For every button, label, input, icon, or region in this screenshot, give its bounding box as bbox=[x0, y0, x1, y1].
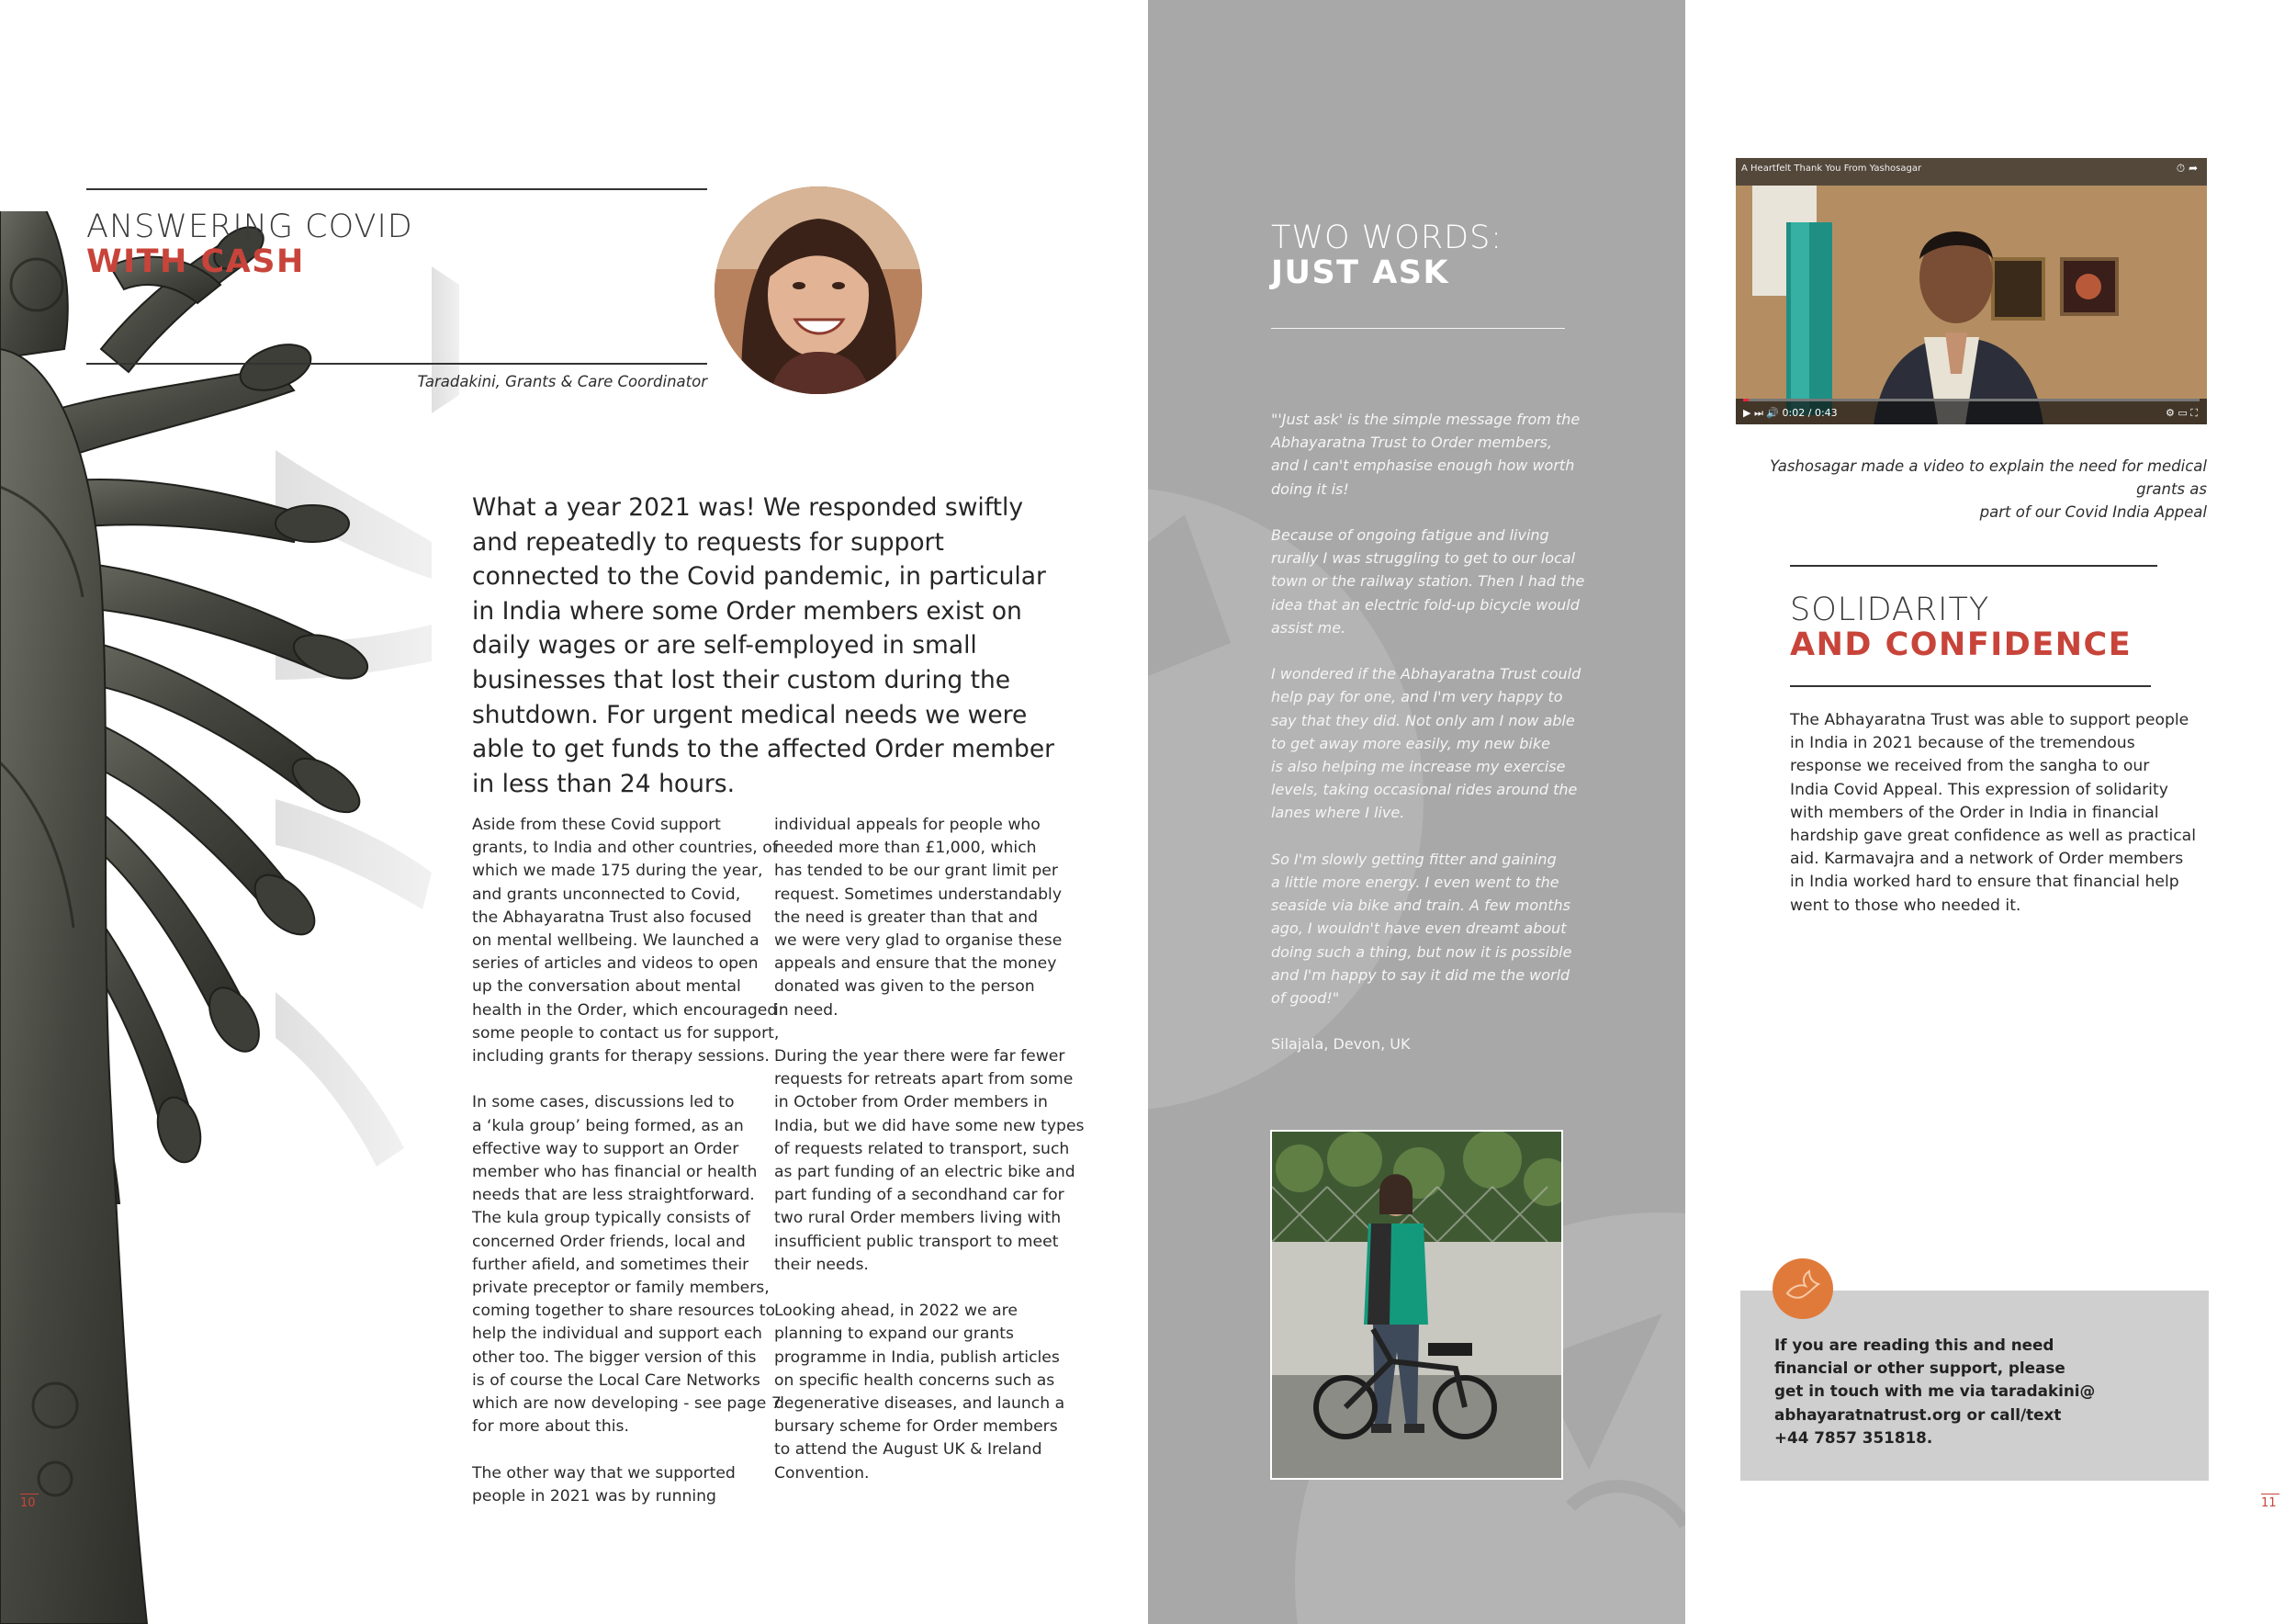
text-line: So I'm slowly getting fitter and gaining bbox=[1271, 850, 1557, 868]
col1-paragraph bbox=[472, 814, 780, 1068]
col1-paragraph bbox=[472, 1091, 782, 1438]
text-line: Convention. bbox=[774, 1463, 870, 1483]
text-line: the need is greater than that and bbox=[774, 908, 1039, 927]
text-line: "'Just ask' is the simple message from the bbox=[1271, 411, 1581, 428]
text-line: is of course the Local Care Networks bbox=[472, 1370, 760, 1390]
text-line: private preceptor or family members, bbox=[472, 1279, 770, 1298]
text-line: their needs. bbox=[774, 1255, 869, 1274]
title-rule-bottom bbox=[86, 363, 707, 365]
text-line: insufficient public transport to meet bbox=[774, 1232, 1059, 1251]
player-settings-icon[interactable]: ⚙ ▭ ⛶ bbox=[2166, 407, 2198, 419]
quote-paragraph bbox=[1271, 848, 1574, 1009]
text-line: needs that are less straightforward. bbox=[472, 1186, 755, 1205]
lead-paragraph: What a year 2021 was! We responded swiftly and repeatedly to requests for support connected to the Covid pandemic, in particular in India where some Order members exist on daily wages or are self-employed in small businesses that lost their custom during the shutdown. For urgent medical needs we were able to get funds to the affected Order member in less than 24 hours. bbox=[472, 493, 1055, 798]
text-line: of good!" bbox=[1271, 989, 1340, 1008]
text-line: Because of ongoing fatigue and living bbox=[1271, 526, 1549, 544]
text-line: levels, taking occasional rides around the bbox=[1271, 781, 1578, 799]
text-line: degenerative diseases, and launch a bbox=[774, 1394, 1065, 1414]
lotus-icon bbox=[1773, 1258, 1833, 1319]
text-line: which are now developing - see page 7 bbox=[472, 1394, 782, 1414]
text-line: In some cases, discussions led to bbox=[472, 1093, 735, 1112]
text-line: for more about this. bbox=[472, 1417, 629, 1437]
solidarity-rule-bottom bbox=[1790, 685, 2151, 687]
text-line: ago, I wouldn't have even dreamt about bbox=[1271, 919, 1567, 938]
quote-paragraph bbox=[1271, 408, 1581, 501]
col1-paragraph bbox=[472, 1462, 764, 1508]
video-caption bbox=[1717, 455, 2207, 524]
col2-paragraph bbox=[774, 1045, 1085, 1277]
text-line: response we received from the sangha to our bbox=[1790, 757, 2150, 776]
text-line: to get away more easily, my new bike bbox=[1271, 734, 1550, 752]
text-line: India Covid Appeal. This expression of solidarity bbox=[1790, 780, 2168, 799]
text-line: donated was given to the person bbox=[774, 977, 1035, 997]
text-line: get in touch with me via taradakini@ bbox=[1774, 1382, 2096, 1401]
text-line: in need. bbox=[774, 1000, 838, 1020]
video-title: A Heartfelt Thank You From Yashosagar bbox=[1741, 164, 1922, 174]
text-line: needed more than £1,000, which bbox=[774, 839, 1037, 858]
text-line: on specific health concerns such as bbox=[774, 1370, 1055, 1390]
page-number-right bbox=[2261, 1494, 2279, 1510]
quote-paragraph bbox=[1271, 662, 1581, 824]
text-line: doing it is! bbox=[1271, 479, 1349, 498]
text-line: went to those who needed it. bbox=[1790, 896, 2021, 915]
text-line: has tended to be our grant limit per bbox=[774, 862, 1058, 881]
text-line: up the conversation about mental bbox=[472, 977, 741, 997]
play-controls-icon[interactable]: ▶ ⏭ 🔊 0:02 / 0:43 bbox=[1743, 407, 1838, 419]
text-line: assist me. bbox=[1271, 618, 1346, 637]
text-line: Aside from these Covid support bbox=[472, 816, 721, 834]
text-line: appeals and ensure that the money bbox=[774, 954, 1057, 974]
text-line: say that they did. Not only am I now able bbox=[1271, 711, 1575, 729]
video-player[interactable] bbox=[1736, 158, 2207, 424]
text-line: The kula group typically consists of bbox=[472, 1209, 750, 1228]
text-line: planning to expand our grants bbox=[774, 1325, 1014, 1344]
text-line: request. Sometimes understandably bbox=[774, 885, 1063, 904]
contact-text bbox=[1774, 1334, 2142, 1449]
title-line-bold: JUST ASK bbox=[1271, 254, 1450, 291]
testimonial-title bbox=[1271, 220, 1503, 290]
solidarity-title bbox=[1790, 592, 2132, 662]
text-line: individual appeals for people who bbox=[774, 816, 1041, 834]
caption-line: part of our Covid India Appeal bbox=[1979, 503, 2207, 521]
text-line: on mental wellbeing. We launched a bbox=[472, 931, 760, 951]
text-line: bursary scheme for Order members bbox=[774, 1417, 1058, 1437]
byline: Taradakini, Grants & Care Coordinator bbox=[417, 373, 707, 390]
page-number-left bbox=[20, 1494, 39, 1510]
text-line: with members of the Order in India in financial bbox=[1790, 803, 2159, 822]
text-line: further afield, and sometimes their bbox=[472, 1255, 749, 1274]
text-line: in October from Order members in bbox=[774, 1093, 1048, 1112]
title-line-bold: AND CONFIDENCE bbox=[1790, 626, 2133, 663]
testimonial-rule bbox=[1271, 328, 1565, 329]
text-line: help pay for one, and I'm very happy to bbox=[1271, 688, 1563, 706]
col2-paragraph bbox=[774, 1300, 1066, 1485]
text-line: financial or other support, please bbox=[1774, 1359, 2065, 1378]
text-line: two rural Order members living with bbox=[774, 1209, 1062, 1228]
text-line: aid. Karmavajra and a network of Order members bbox=[1790, 850, 2184, 869]
text-line: idea that an electric fold-up bicycle would bbox=[1271, 595, 1580, 614]
solidarity-rule-top bbox=[1790, 565, 2157, 567]
text-line: of requests related to transport, such bbox=[774, 1139, 1070, 1158]
text-line: doing such a thing, but now it is possible bbox=[1271, 942, 1572, 961]
text-line: and I'm happy to say it did me the world bbox=[1271, 965, 1570, 984]
text-line: The other way that we supported bbox=[472, 1463, 736, 1483]
text-line: Abhayaratna Trust to Order members, bbox=[1271, 434, 1552, 452]
text-line: a ‘kula group’ being formed, as an bbox=[472, 1116, 744, 1135]
body-column-1 bbox=[472, 814, 782, 1531]
statue-illustration bbox=[0, 211, 478, 1624]
text-line: town or the railway station. Then I had the bbox=[1271, 572, 1585, 591]
text-line: including grants for therapy sessions. bbox=[472, 1047, 770, 1066]
title-line-bold: WITH CASH bbox=[86, 243, 305, 280]
title-rule-top bbox=[86, 188, 707, 190]
text-line: part funding of a secondhand car for bbox=[774, 1186, 1064, 1205]
page-number-text: 10 bbox=[20, 1496, 36, 1510]
col2-paragraph bbox=[774, 814, 1066, 1022]
text-line: coming together to share resources to bbox=[472, 1302, 776, 1321]
text-line: people in 2021 was by running bbox=[472, 1486, 716, 1506]
solidarity-body bbox=[1790, 709, 2196, 918]
text-line: a little more energy. I even went to the bbox=[1271, 874, 1559, 892]
text-line: India, but we did have some new types bbox=[774, 1116, 1085, 1135]
title-line-light: SOLIDARITY bbox=[1790, 592, 1990, 628]
text-line: The Abhayaratna Trust was able to support people bbox=[1790, 711, 2189, 729]
text-line: During the year there were far fewer bbox=[774, 1047, 1065, 1066]
article-title bbox=[86, 209, 413, 279]
text-line: +44 7857 351818. bbox=[1774, 1427, 1933, 1447]
caption-line: Yashosagar made a video to explain the need for medical grants as bbox=[1770, 457, 2207, 498]
text-line: grants, to India and other countries, of bbox=[472, 839, 778, 858]
body-column-2 bbox=[774, 814, 1085, 1508]
text-line: which we made 175 during the year, bbox=[472, 862, 763, 881]
text-line: I wondered if the Abhayaratna Trust could bbox=[1271, 665, 1581, 683]
text-line: lanes where I live. bbox=[1271, 804, 1405, 822]
text-line: requests for retreats apart from some bbox=[774, 1070, 1074, 1089]
testimonial-attribution: Silajala, Devon, UK bbox=[1271, 1035, 1411, 1054]
text-line: the Abhayaratna Trust also focused bbox=[472, 908, 752, 927]
text-line: in India in 2021 because of the tremendous bbox=[1790, 734, 2135, 753]
text-line: hardship gave great confidence as well as practical bbox=[1790, 827, 2196, 846]
title-line-light: ANSWERING COVID bbox=[86, 209, 413, 245]
video-time: 0:02 / 0:43 bbox=[1782, 407, 1838, 419]
text-line: other too. The bigger version of this bbox=[472, 1348, 757, 1367]
text-line: If you are reading this and need bbox=[1774, 1336, 2054, 1354]
text-line: member who has financial or health bbox=[472, 1163, 758, 1182]
bike-photo bbox=[1270, 1130, 1563, 1480]
text-line: we were very glad to organise these bbox=[774, 931, 1063, 951]
text-line: as part funding of an electric bike and bbox=[774, 1163, 1075, 1182]
text-line: to attend the August UK & Ireland bbox=[774, 1440, 1042, 1460]
text-line: effective way to support an Order bbox=[472, 1139, 739, 1158]
text-line: help the individual and support each bbox=[472, 1325, 762, 1344]
testimonial-quote bbox=[1271, 408, 1585, 1056]
text-line: health in the Order, which encouraged bbox=[472, 1000, 778, 1020]
text-line: series of articles and videos to open bbox=[472, 954, 759, 974]
text-line: programme in India, publish articles bbox=[774, 1348, 1060, 1367]
page-number-text: 11 bbox=[2261, 1496, 2277, 1510]
text-line: some people to contact us for support, bbox=[472, 1023, 780, 1043]
text-line: seaside via bike and train. A few months bbox=[1271, 897, 1570, 915]
title-line-light: TWO WORDS: bbox=[1271, 220, 1503, 256]
share-icon[interactable]: ⏱ ➦ bbox=[2176, 162, 2198, 175]
text-line: is also helping me increase my exercise bbox=[1271, 758, 1566, 776]
author-portrait bbox=[715, 186, 922, 394]
text-line: Looking ahead, in 2022 we are bbox=[774, 1302, 1018, 1321]
text-line: rurally I was struggling to get to our local bbox=[1271, 549, 1576, 568]
text-line: and I can't emphasise enough how worth bbox=[1271, 457, 1575, 475]
text-line: concerned Order friends, local and bbox=[472, 1232, 746, 1251]
text-line: in India worked hard to ensure that financial help bbox=[1790, 873, 2179, 892]
text-line: abhayaratnatrust.org or call/text bbox=[1774, 1404, 2062, 1424]
quote-paragraph bbox=[1271, 524, 1585, 639]
text-line: and grants unconnected to Covid, bbox=[472, 885, 741, 904]
